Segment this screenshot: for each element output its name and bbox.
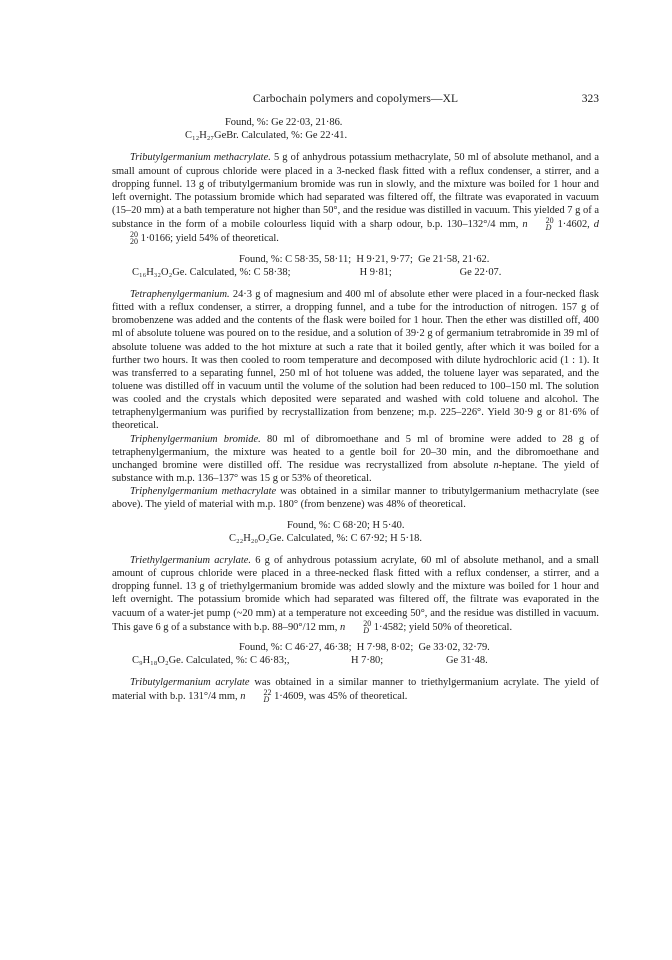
compound-title: Tributylgermanium acrylate — [130, 677, 250, 689]
page-header — [112, 93, 599, 109]
density-scripts — [112, 231, 138, 245]
sub: 20 — [130, 237, 138, 247]
calculated-h: H 9·81; — [359, 266, 392, 278]
refractive-index-symbol: n — [240, 691, 246, 703]
elemental-analysis-1 — [112, 116, 599, 142]
calculated-line: Calculated, %: Ge 22·41. — [241, 130, 348, 142]
sub: D — [263, 695, 270, 705]
paragraph-text: 24·3 g of magnesium and 400 ml of absolute ether were placed in a four-necked flask fitted with a reflux condenser, a stirrer, a dropping funnel, and a tube for the introduction of nitrogen. 157 g of bromobenzene was added and the contents of the flask were boiled for 1 hour. Then the ether was distilled off, 400 ml of absolute toluene was poured on to the residue, and a solution of 39·2 g of germanium tetrabromide in 39 ml of absolute toluene was added to the hot mixture at such a rate that it boiled gently, after which it was boiled for a further two hours. It was then cooled to room temperature and decomposed with dilute hydrochloric acid (1 : 1). It was transferred to a separating funnel, 250 ml of hot toluene was added, the toluene layer was separated, and the toluene was distilled off in vacuum until the volume of the solution had been reduced to 100–150 ml. The solution was cooled and the crystals which deposited were separated and washed with cold toluene and alcohol. The tetraphenylgermanium was purified by recrystallization from benzene; m.p. 225–226°. Yield 30·9 g or 81·6% of theoretical. — [112, 288, 599, 432]
formula: C₁₂H₂₇GeBr. — [185, 130, 239, 142]
normal-prefix: n — [493, 459, 499, 471]
paragraph-text: 1·4582; yield 50% of theoretical. — [371, 621, 513, 633]
paragraph-tributylgermanium-acrylate — [112, 676, 599, 703]
compound-title: Tributylgermanium methacrylate. — [130, 152, 271, 164]
density-symbol: d — [593, 219, 599, 231]
sup: 20 — [363, 618, 372, 628]
paragraph-text: 1·4602, — [553, 219, 594, 231]
paragraph-triethylgermanium-acrylate — [112, 554, 599, 634]
formula: C₂₂H₂₀O₂Ge. — [229, 532, 285, 544]
formula: C₉H₁₈O₂Ge. — [132, 655, 184, 667]
paragraph-triphenylgermanium-methacrylate — [112, 485, 599, 511]
refractive-index-symbol: n — [522, 219, 528, 231]
paragraph-text: was obtained in a similar manner to tributylgermanium methacrylate (see above). The yield of material with m.p. 180° (from benzene) was 48% of theoretical. — [112, 486, 599, 511]
calculated-line: Calculated, %: C 67·92; H 5·18. — [286, 532, 422, 544]
found-line: Found, %: C 58·35, 58·11; H 9·21, 9·77; Ge 21·58, 21·62. — [239, 253, 490, 265]
running-title: Carbochain polymers and copolymers—XL — [252, 93, 459, 105]
calculated-ge: Ge 31·48. — [445, 655, 488, 667]
calculated-h: H 7·80; — [350, 655, 384, 667]
refractive-index-scripts — [345, 620, 371, 634]
elemental-analysis-3 — [112, 519, 599, 545]
page-number: 323 — [581, 93, 599, 105]
sub: D — [545, 223, 552, 233]
found-line: Found, %: Ge 22·03, 21·86. — [225, 117, 343, 128]
calculated-c: Calculated, %: C 46·83;, — [185, 655, 290, 667]
paragraph-text: 5 g of anhydrous potassium methacrylate, 50 ml of absolute methanol, and a small amount of cuprous chloride were placed in a 3-necked flask fitted with a reflux condenser, a stirrer, and a dropping funnel. 13 g of tributylgermanium bromide was run in slowly, and the mixture was boiled for 1 hour and left overnight. The potassium bromide which had separated was filtered off, the filtrate was evaporated in vacuum (15–20 mm) at a bath temperature not higher than 50°, and the residue was distilled in vacuum. This yielded 7 g of a substance in the form of a mobile colourless liquid with a sharp odour, b.p. 130–132°/4 mm, — [112, 152, 599, 231]
paragraph-tetraphenylgermanium — [112, 288, 599, 433]
paragraph-text: 80 ml of dibromoethane and 5 ml of bromine were added to 28 g of tetraphenylgermanium, the mixture was heated to a gentle boil for 20–30 min, and the dibromoethane and unchanged bromine were distilled off. The residue was recrystallized from absolute — [112, 433, 599, 471]
compound-title: Triphenylgermanium bromide. — [130, 433, 261, 445]
paragraph-tributylgermanium-methacrylate — [112, 151, 599, 245]
compound-title: Tetraphenylgermanium. — [130, 288, 230, 300]
paragraph-text: 1·0166; yield 54% of theoretical. — [138, 233, 279, 245]
paragraph-triphenylgermanium-bromide — [112, 433, 599, 486]
compound-title: Triethylgermanium acrylate. — [130, 554, 252, 566]
sup: 20 — [545, 216, 554, 226]
refractive-index-scripts — [245, 689, 271, 703]
formula: C₁₆H₃₂O₂Ge. — [132, 266, 188, 278]
paragraph-text: 6 g of anhydrous potassium acrylate, 60 ml of absolute methanol, and a small amount of cuprous chloride were placed in a three-necked flask fitted with a reflux condenser, a stirrer, and a dropping funnel. 13 g of triethylgermanium bromide was added slowly and the mixture was boiled for 1 hour and left overnight. The potassium bromide which had separated was filtered off, the filtrate was evaporated in the vacuum of a water-jet pump (~20 mm) at a temperature not exceeding 50°, and the residue was distilled in vacuum. This gave 6 g of a substance with b.p. 88–90°/12 mm, — [112, 554, 600, 633]
paragraph-text: -heptane. The yield of substance with m.p. 136–137° was 15 g or 53% of theoretical. — [112, 459, 599, 485]
found-line: Found, %: C 68·20; H 5·40. — [287, 519, 405, 531]
elemental-analysis-2 — [112, 253, 599, 279]
calculated-c: Calculated, %: C 58·38; — [189, 266, 291, 278]
sup: 20 — [130, 230, 138, 240]
paragraph-text: 1·4609, was 45% of theoretical. — [271, 691, 408, 703]
found-line: Found, %: C 46·27, 46·38; H 7·98, 8·02; Ge 33·02, 32·79. — [239, 641, 490, 653]
elemental-analysis-4 — [112, 641, 599, 667]
sub: D — [363, 625, 369, 635]
refractive-index-scripts — [528, 217, 554, 231]
refractive-index-symbol: n — [339, 621, 346, 633]
sup: 22 — [263, 688, 272, 698]
calculated-ge: Ge 22·07. — [459, 266, 502, 278]
article-body — [112, 116, 599, 704]
paragraph-text: was obtained in a similar manner to triethylgermanium acrylate. The yield of material with b.p. 131°/4 mm, — [112, 677, 599, 703]
compound-title: Triphenylgermanium methacrylate — [130, 486, 277, 498]
